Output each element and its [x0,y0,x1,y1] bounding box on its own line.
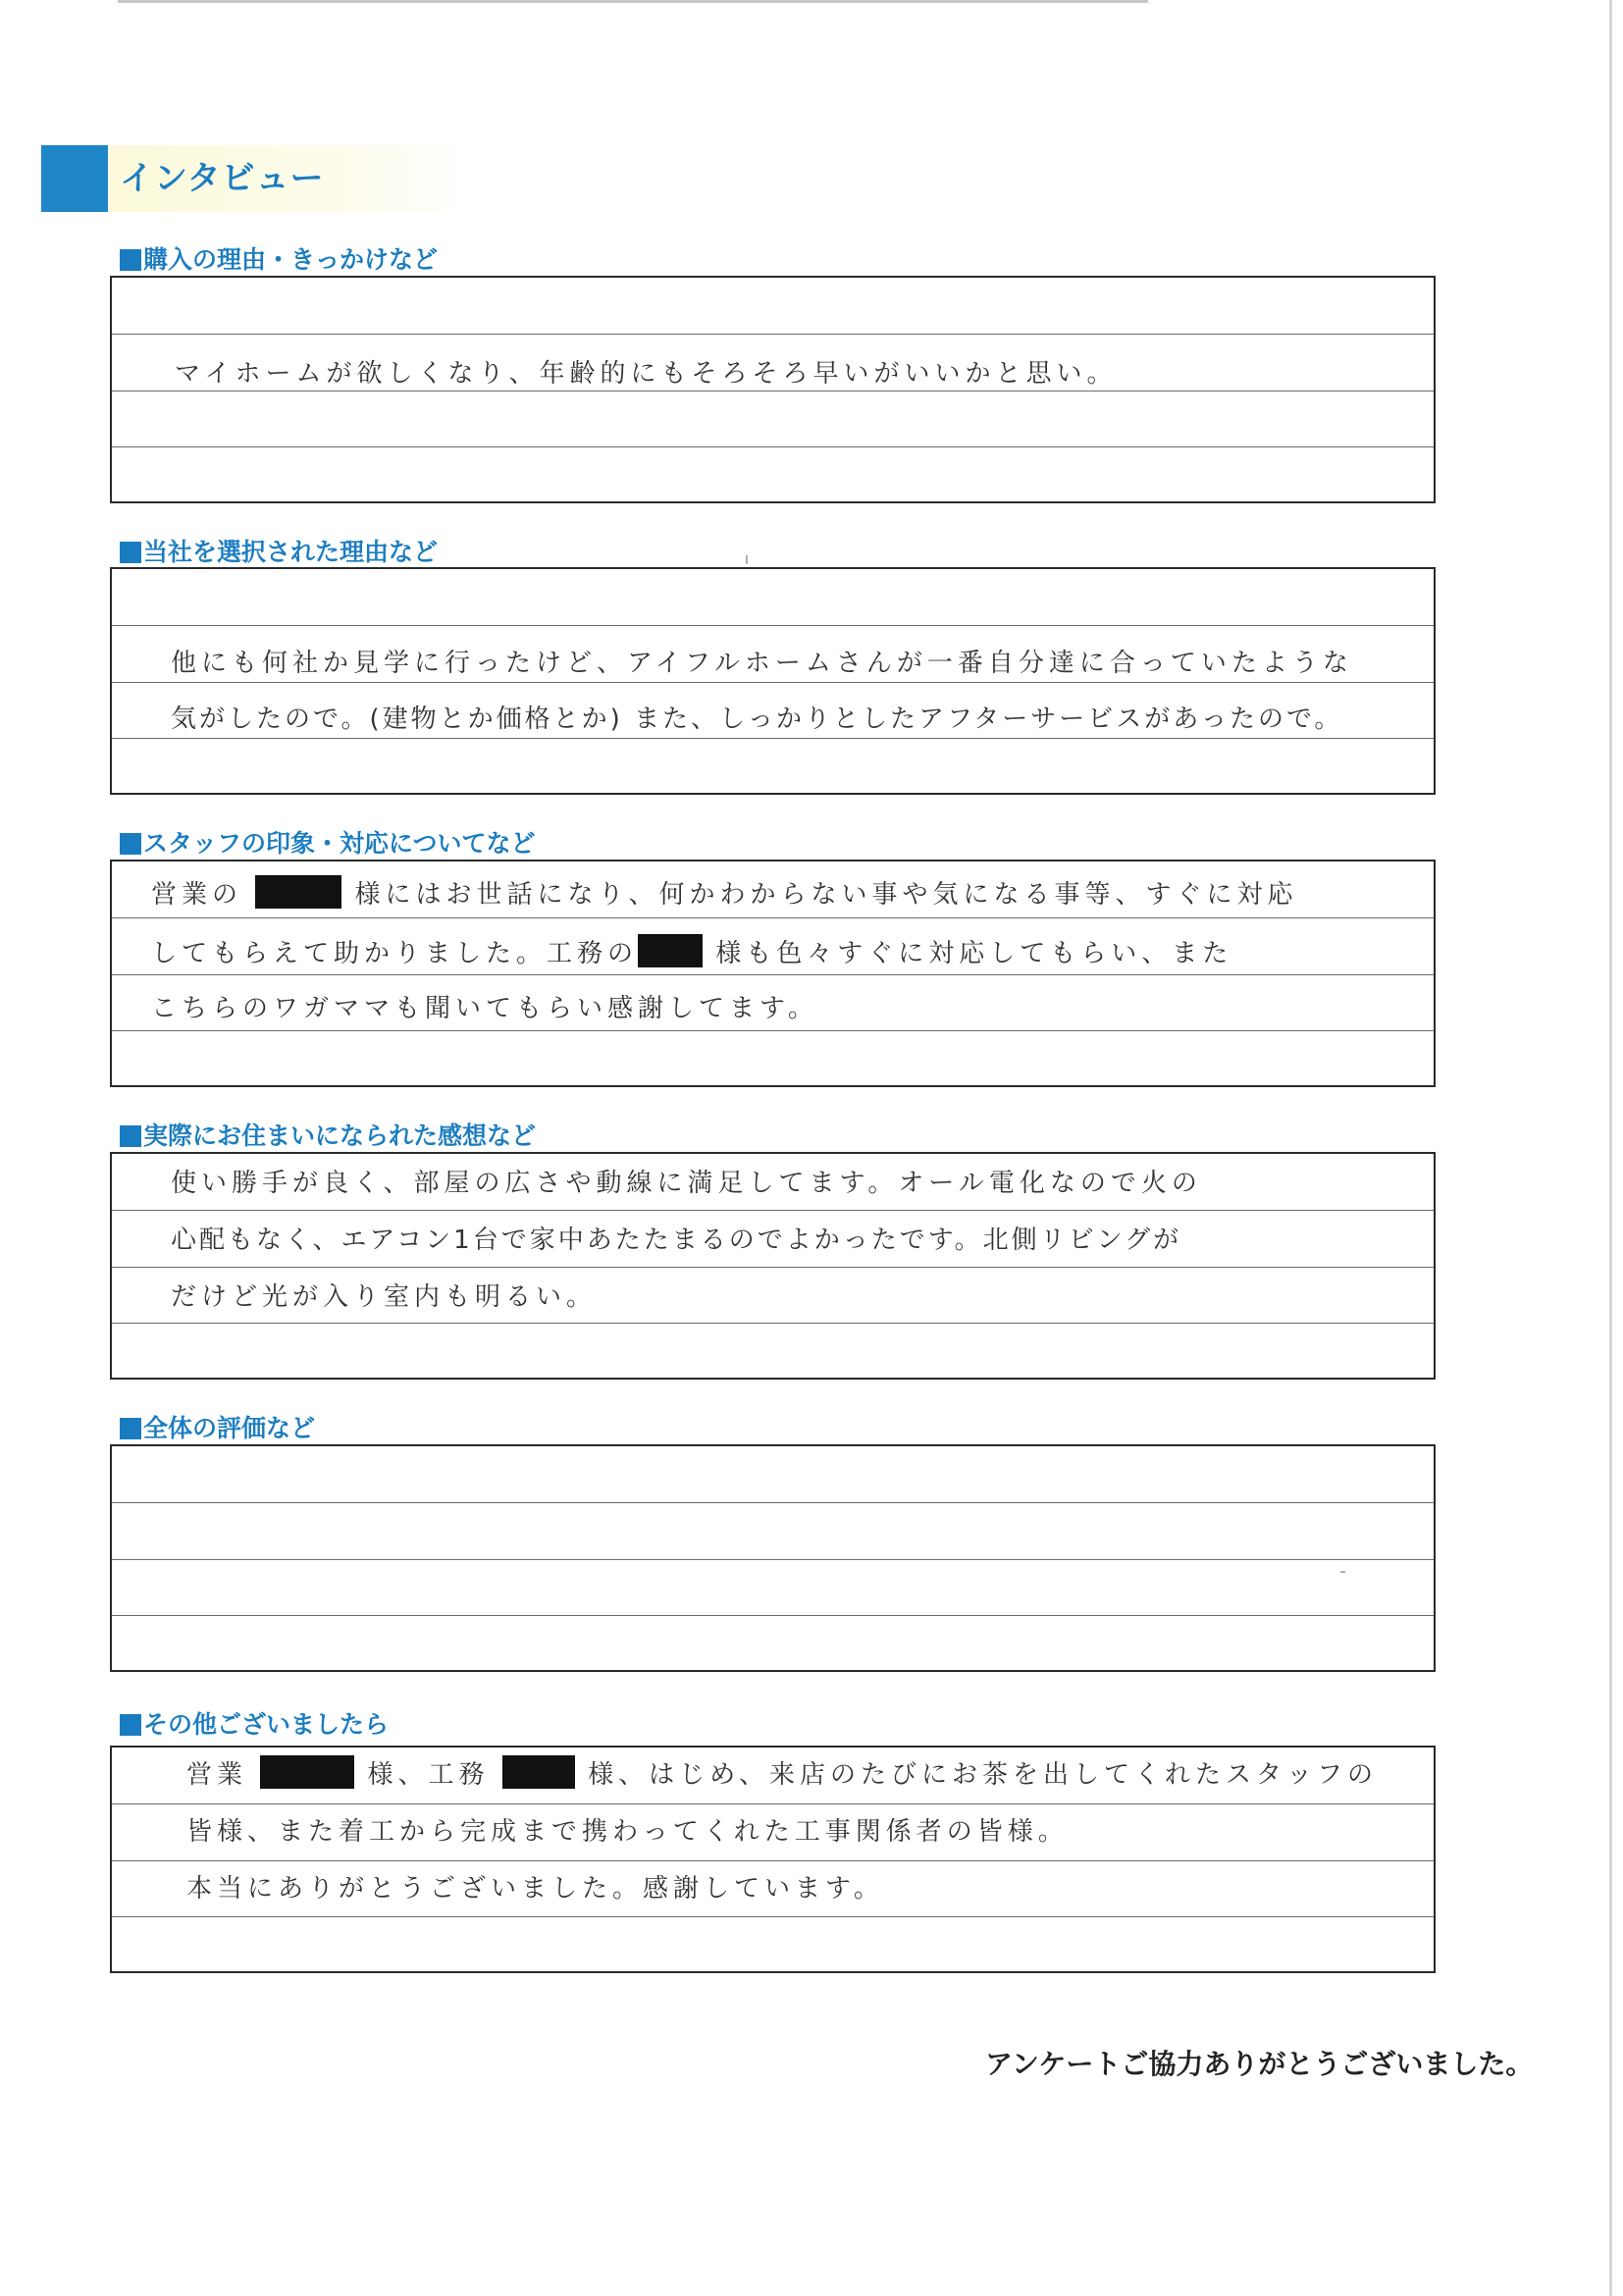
answer-line: 他にも何社か見学に行ったけど、アイフルホームさんが一番自分達に合っていたような [171,649,1353,678]
answer-line: こちらのワガママも聞いてもらい感謝してます。 [151,994,818,1023]
section-label-other-comments: その他ございましたら [120,1708,389,1742]
square-bullet-icon [120,1714,141,1736]
redaction-block [638,934,703,967]
page-edge-rule [1609,0,1612,2296]
redaction-block [260,1755,354,1789]
answer-line: してもらえて助かりました。工務の 様も色々すぐに対応してもらい、また [151,934,1232,973]
top-rule [118,0,1148,3]
section-label-company-choice: 当社を選択された理由など [120,536,438,569]
section-label-overall-evaluation: 全体の評価など [120,1412,315,1445]
answer-line: 本当にありがとうございました。感謝しています。 [186,1874,884,1904]
scan-speck [1340,1571,1345,1573]
answer-line: マイホームが欲しくなり、年齢的にもそろそろ早いがいいかと思い。 [175,359,1118,389]
answer-line: 営業 様、工務 様、はじめ、来店のたびにお茶を出してくれたスタッフの [186,1755,1378,1795]
section-label-purchase-reason: 購入の理由・きっかけなど [120,243,438,277]
page-title: インタビュー [120,159,325,198]
answer-line: 心配もなく、エアコン1台で家中あたたまるのでよかったです。北側リビングが [171,1226,1182,1255]
square-bullet-icon [120,1418,141,1439]
answer-line: 皆様、また着工から完成まで携わってくれた工事関係者の皆様。 [186,1817,1069,1847]
square-bullet-icon [120,833,141,855]
answer-line: だけど光が入り室内も明るい。 [171,1282,598,1312]
square-bullet-icon [120,1125,141,1147]
answer-box-purchase-reason [110,276,1436,503]
answer-line: 営業の 様にはお世話になり、何かわからない事や気になる事等、すぐに対応 [151,875,1298,914]
answer-line: 気がしたので。(建物とか価格とか) また、しっかりとしたアフターサービスがあったので。 [171,704,1343,734]
answer-box-overall-evaluation [110,1444,1436,1672]
answer-line: 使い勝手が良く、部屋の広さや動線に満足してます。オール電化なので火の [171,1169,1202,1198]
answer-box-living-impression [110,1152,1436,1380]
square-bullet-icon [120,542,141,563]
redaction-block [255,875,341,909]
answer-box-staff-impression [110,860,1436,1087]
section-label-staff-impression: スタッフの印象・対応についてなど [120,827,536,861]
thank-you-footer: アンケートご協力ありがとうございました。 [985,2048,1534,2080]
redaction-block [502,1755,575,1789]
scan-speck [746,555,748,564]
answer-box-other-comments [110,1746,1436,1973]
section-label-living-impression: 実際にお住まいになられた感想など [120,1120,536,1153]
answer-box-company-choice [110,567,1436,795]
header-square [41,145,108,212]
square-bullet-icon [120,249,141,271]
